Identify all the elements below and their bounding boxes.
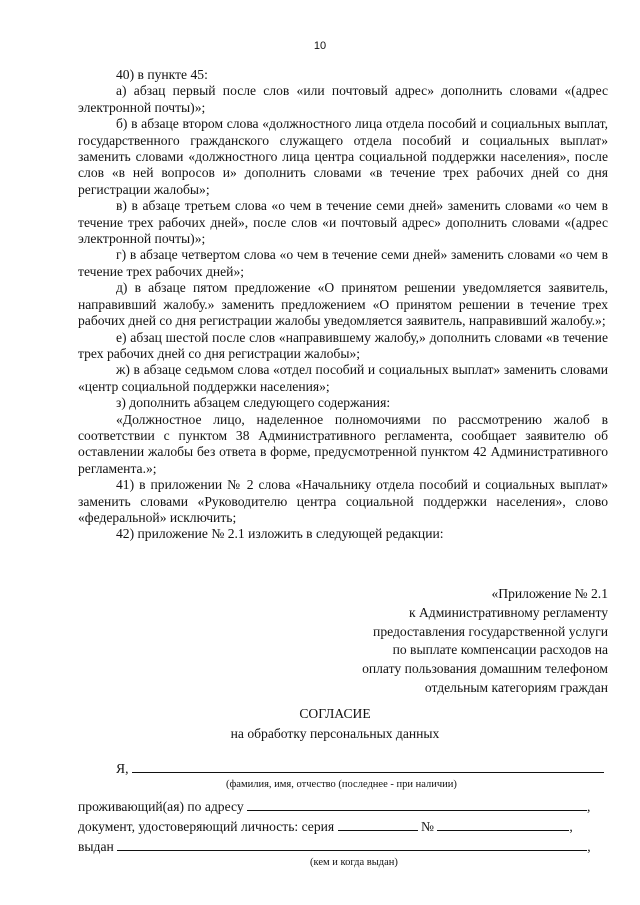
paragraph: 40) в пункте 45: — [116, 67, 208, 82]
series-field[interactable] — [338, 818, 418, 831]
appendix-line: отдельным категориям граждан — [424, 679, 608, 695]
comma: , — [569, 819, 573, 834]
name-row — [116, 760, 604, 777]
appendix-line: предоставления государственной услуги — [373, 623, 608, 639]
document-row — [78, 818, 573, 835]
name-field[interactable] — [132, 760, 604, 773]
issued-row — [78, 838, 591, 855]
consent-title: СОГЛАСИЕ — [299, 706, 371, 721]
address-label: проживающий(ая) по адресу — [78, 799, 244, 814]
page-number: 10 — [313, 40, 327, 52]
paragraph: ж) в абзаце седьмом слова «отдел пособий и социальных выплат» заменить словами «центр социальной поддержки населения»; — [78, 362, 608, 394]
comma: , — [587, 799, 591, 814]
paragraph: а) абзац первый после слов «или почтовый адрес» дополнить словами «(адрес электронной почты)»; — [78, 83, 608, 115]
paragraph: 42) приложение № 2.1 изложить в следующей редакции: — [116, 526, 444, 542]
paragraph: д) в абзаце пятом предложение «О принятом решении уведомляется заявитель, направивший жалобу.» заменить предложением «О принятом решении в течение трех рабочих дней со дня регистрации жалобы уведомляется заявитель, направивший жалобу.»; — [78, 280, 608, 329]
paragraph: е) абзац шестой после слов «направившему жалобу,» дополнить словами «в течение трех рабочих дней со дня регистрации жалобы»; — [78, 329, 608, 361]
consent-subtitle: на обработку персональных данных — [230, 726, 440, 741]
issued-label: выдан — [78, 839, 114, 854]
address-row — [78, 798, 590, 815]
appendix-line: к Административному регламенту — [408, 604, 608, 620]
name-caption: (фамилия, имя, отчество (последнее - при наличии) — [226, 779, 457, 790]
amendments-text — [78, 67, 608, 543]
address-field[interactable] — [247, 798, 587, 811]
appendix-line: по выплате компенсации расходов на — [392, 642, 608, 658]
document-number-field[interactable] — [437, 818, 569, 831]
comma: , — [587, 839, 591, 854]
i-label: Я, — [116, 761, 129, 776]
issued-caption: (кем и когда выдан) — [310, 857, 398, 868]
appendix-heading — [308, 585, 608, 698]
appendix-line: «Приложение № 2.1 — [491, 586, 608, 601]
paragraph: в) в абзаце третьем слова «о чем в течение семи дней» заменить словами «о чем в течение трех рабочих дней», после слов «и почтовый адрес» дополнить словами «(адрес электронной почты)»; — [78, 198, 608, 247]
paragraph: г) в абзаце четвертом слова «о чем в течение семи дней» заменить словами «о чем в течение трех рабочих дней»; — [78, 247, 608, 279]
paragraph: «Должностное лицо, наделенное полномочиями по рассмотрению жалоб в соответствии с пунктом 38 Административного регламента, сообщает заявителю об оставлении жалобы без ответа в форме, предусмотренной пунктом 42 Административного регламента.»; — [78, 411, 608, 476]
issued-field[interactable] — [117, 838, 587, 851]
paragraph: б) в абзаце втором слова «должностного лица отдела пособий и социальных выплат, государственного гражданского служащего отдела пособий и социальных выплат» заменить словами «должностного лица центра социальной поддержки населения», после слов «в ней вопросов и» дополнить словами «в течение трех рабочих дней со дня регистрации жалобы»; — [78, 116, 608, 197]
number-sign: № — [420, 819, 434, 834]
appendix-line: оплату пользования домашним телефоном — [362, 661, 608, 677]
document-label: документ, удостоверяющий личность: серия — [78, 819, 335, 834]
paragraph: з) дополнить абзацем следующего содержания: — [116, 395, 391, 411]
paragraph: 41) в приложении № 2 слова «Начальнику отдела пособий и социальных выплат» заменить словами «Руководителю центра социальной поддержки населения», слово «федеральной» исключить; — [78, 477, 608, 525]
